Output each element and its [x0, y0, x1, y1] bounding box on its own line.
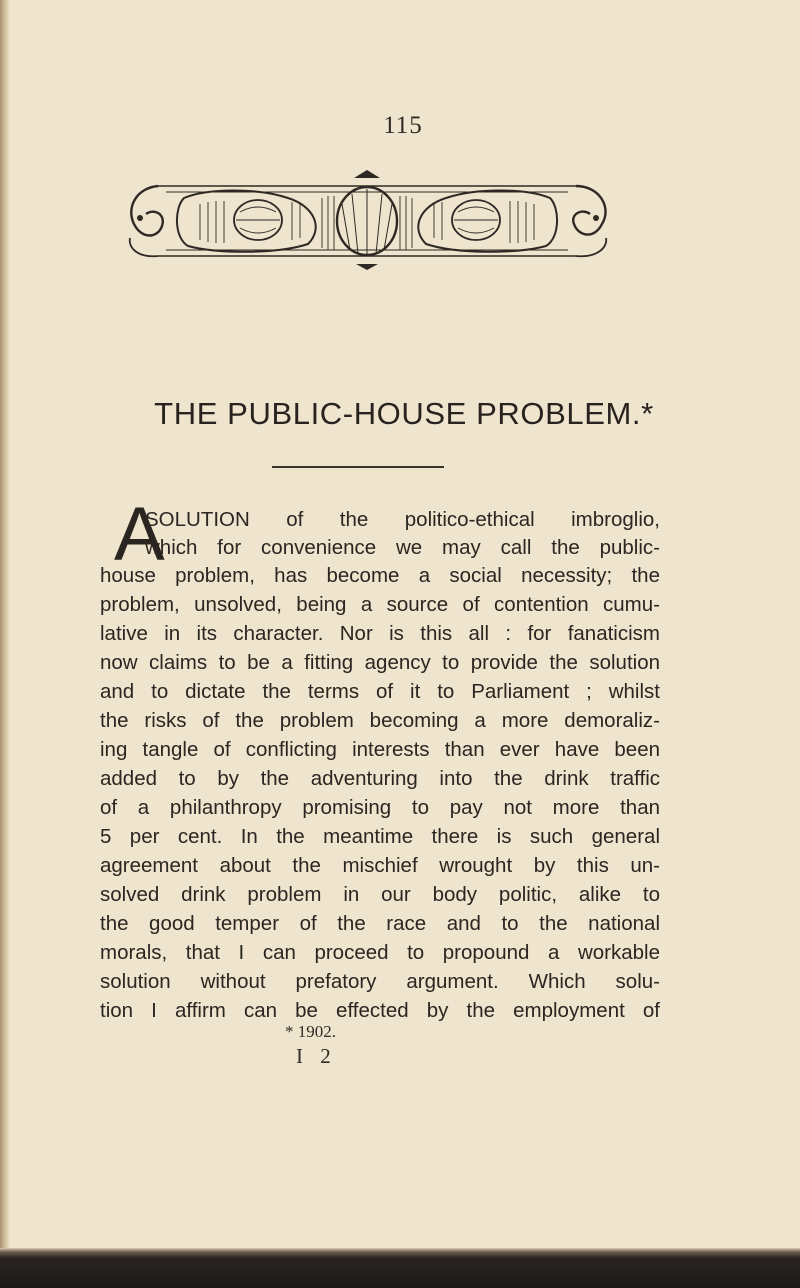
text-line: lative in its character. Nor is this all : for fanaticism [100, 622, 660, 645]
text-line: SOLUTION of the politico-ethical imbroglio, [145, 508, 660, 531]
text-line: which for convenience we may call the public- [145, 536, 660, 559]
page-gutter-edge [0, 0, 10, 1288]
headpiece-ornament [118, 168, 616, 272]
text-line: and to dictate the terms of it to Parliament ; whilst [100, 680, 660, 703]
text-line: solution without prefatory argument. Which solu- [100, 970, 660, 993]
text-line: ing tangle of conflicting interests than ever have been [100, 738, 660, 761]
text-line: problem, unsolved, being a source of contention cumu- [100, 593, 660, 616]
text-line: house problem, has become a social necessity; the [100, 564, 660, 587]
text-line: the risks of the problem becoming a more demoraliz- [100, 709, 660, 732]
text-line: now claims to be a fitting agency to provide the solution [100, 651, 660, 674]
text-line: agreement about the mischief wrought by this un- [100, 854, 660, 877]
book-binding-edge [0, 1248, 800, 1288]
text-line: of a philanthropy promising to pay not more than [100, 796, 660, 819]
text-line: added to by the adventuring into the drink traffic [100, 767, 660, 790]
text-line: solved drink problem in our body politic, alike to [100, 883, 660, 906]
chapter-title: THE PUBLIC-HOUSE PROBLEM.* [154, 396, 654, 431]
page-number: 115 [383, 112, 423, 139]
footnote: * 1902. [285, 1022, 336, 1041]
printer-signature-mark: I 2 [296, 1044, 337, 1068]
text-line: morals, that I can proceed to propound a workable [100, 941, 660, 964]
drop-cap: A [114, 492, 165, 577]
title-rule [272, 466, 444, 468]
text-line: 5 per cent. In the meantime there is such general [100, 825, 660, 848]
text-line: tion I affirm can be effected by the employment of [100, 999, 660, 1022]
text-line: the good temper of the race and to the national [100, 912, 660, 935]
